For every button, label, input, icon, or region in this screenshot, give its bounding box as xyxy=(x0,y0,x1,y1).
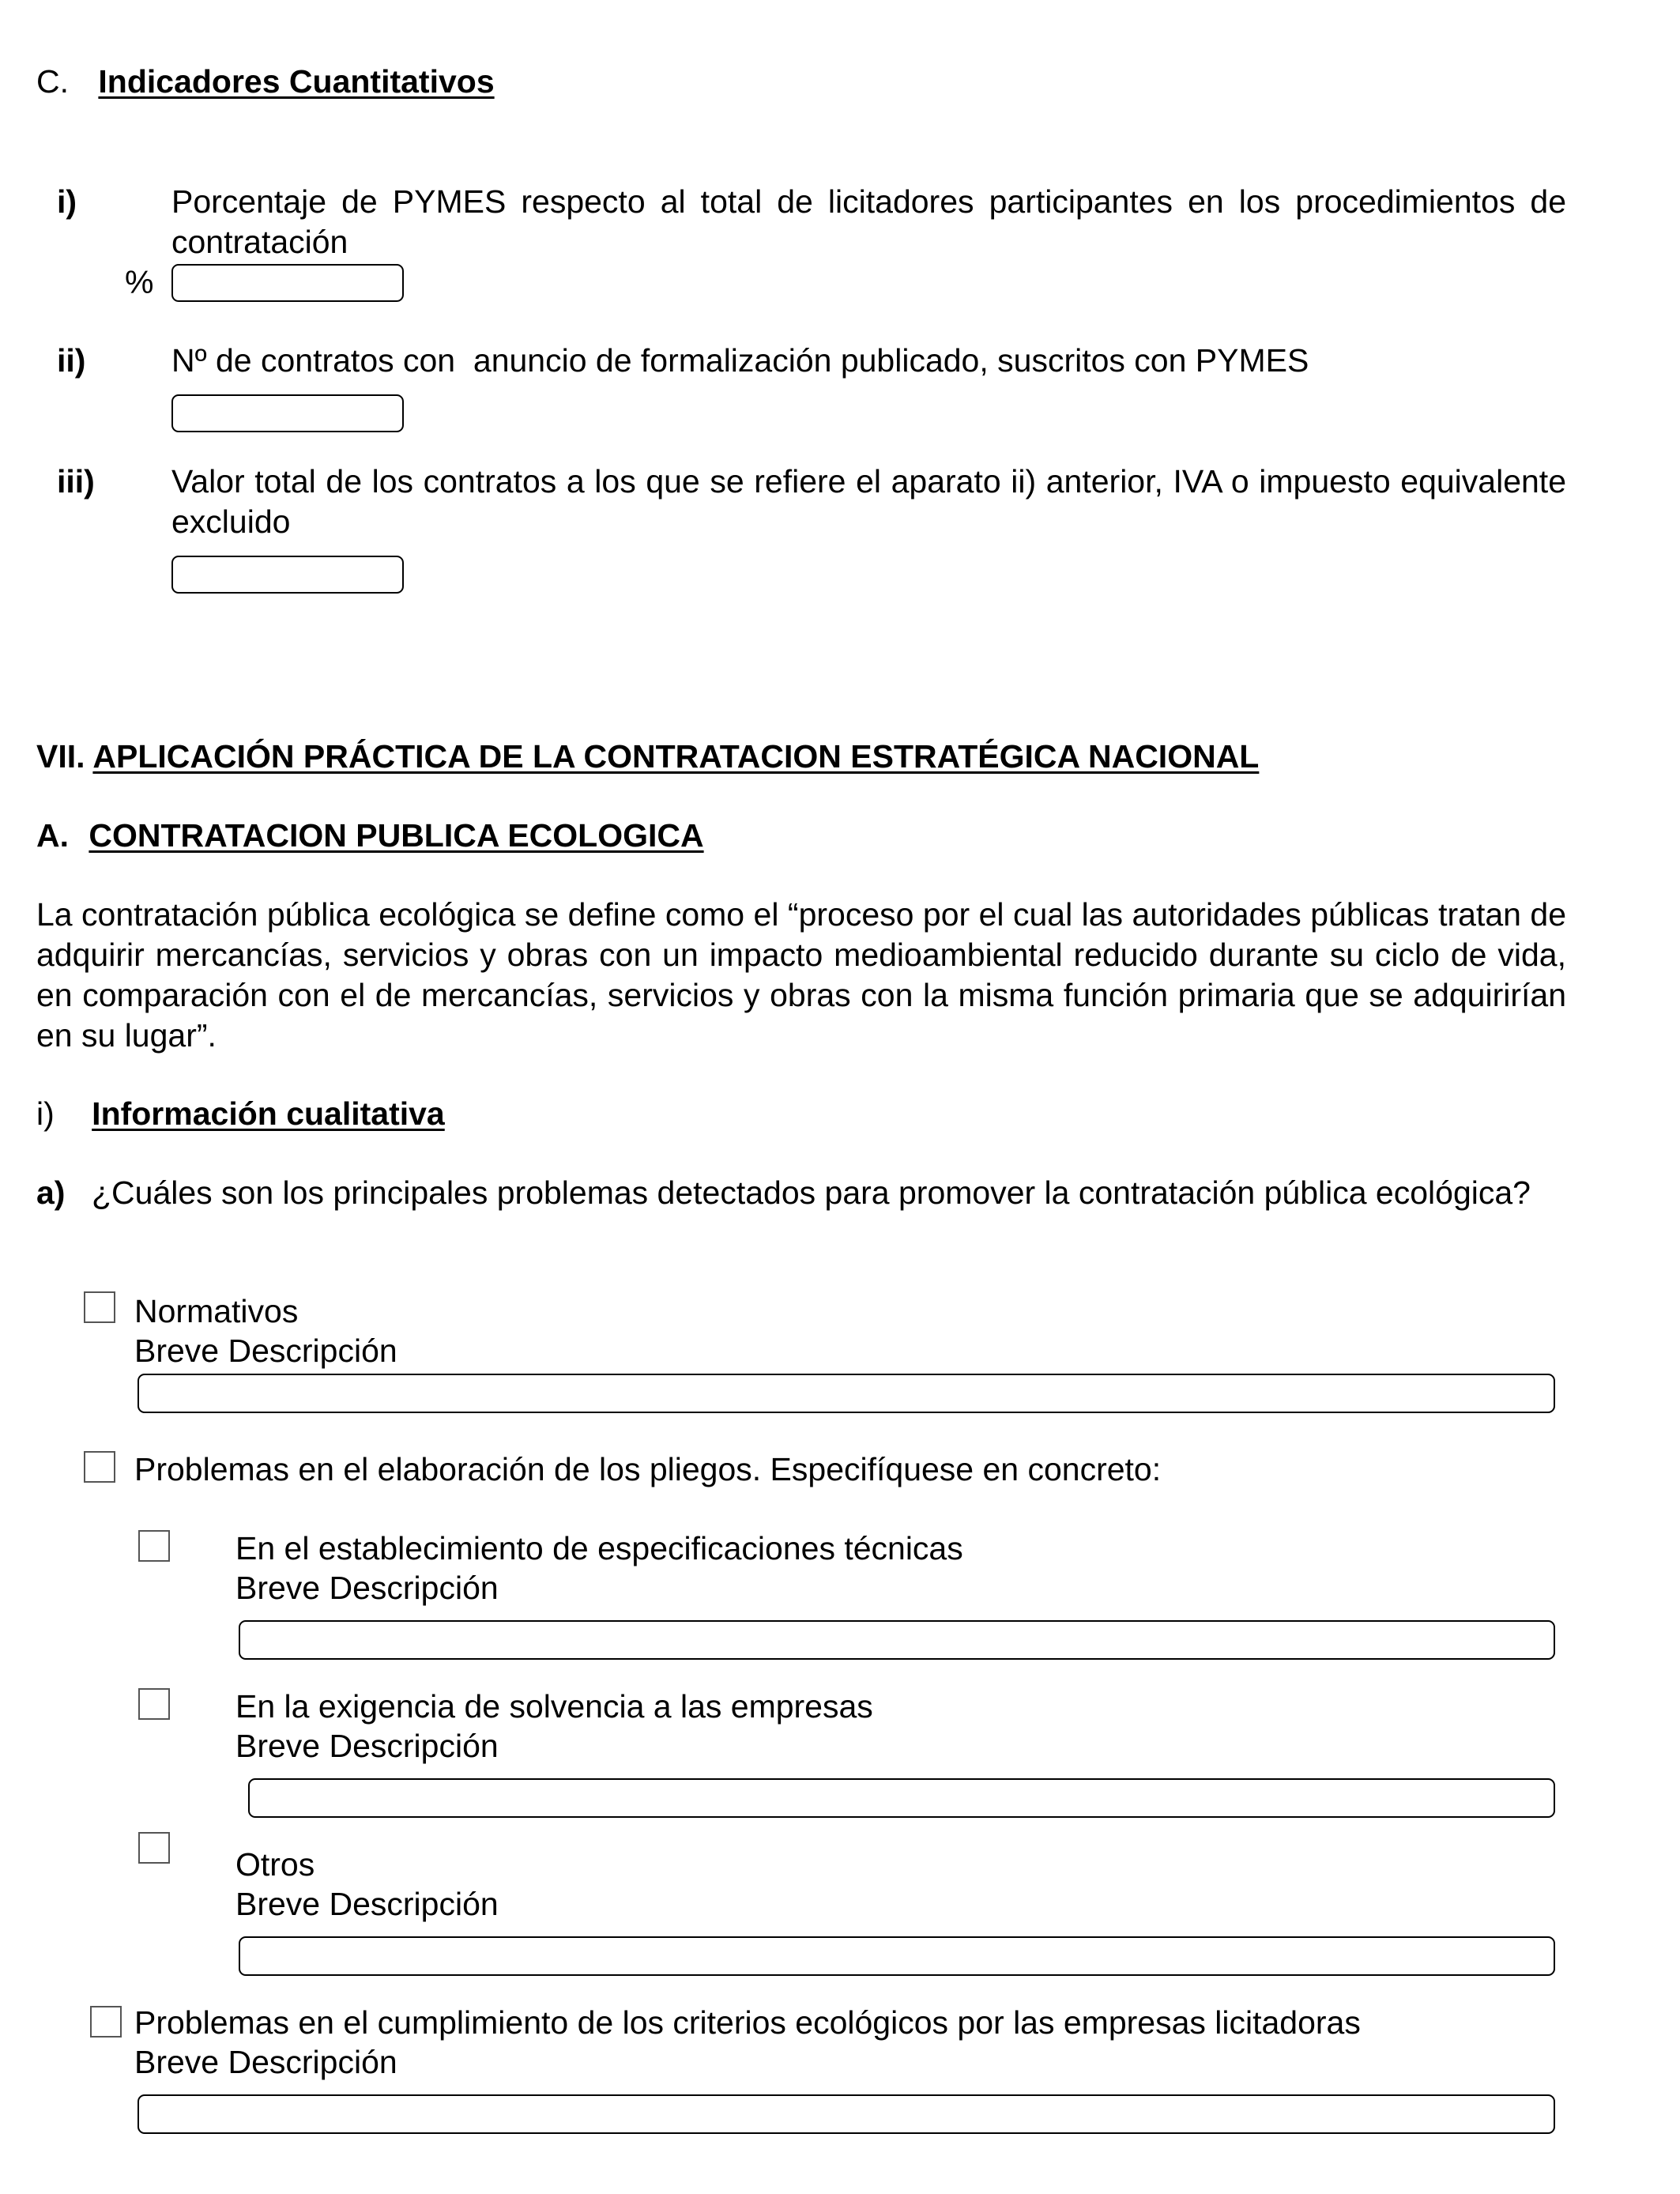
especificaciones-checkbox[interactable] xyxy=(138,1530,170,1562)
item-iii-text: Valor total de los contratos a los que se refiere el aparato ii) anterior, IVA o impuesto equivalente excluido xyxy=(171,463,1566,540)
section-vii-heading xyxy=(36,737,1259,777)
section-vii-number: VII. xyxy=(36,738,85,775)
contracts-value-input[interactable] xyxy=(171,556,404,594)
normativos-desc-label: Breve Descripción xyxy=(134,1333,397,1369)
especificaciones-desc-label: Breve Descripción xyxy=(235,1570,499,1606)
otros-checkbox[interactable] xyxy=(138,1832,170,1864)
normativos-label: Normativos xyxy=(134,1293,299,1329)
section-vii-title: APLICACIÓN PRÁCTICA DE LA CONTRATACION ESTRATÉGICA NACIONAL xyxy=(92,738,1260,775)
cumplimiento-checkbox[interactable] xyxy=(90,2006,122,2038)
solvencia-description-input[interactable] xyxy=(248,1778,1555,1818)
cumplimiento-description-input[interactable] xyxy=(137,2094,1555,2134)
section-c-heading xyxy=(36,62,495,102)
item-ii-text: Nº de contratos con anuncio de formalización publicado, suscritos con PYMES xyxy=(171,342,1309,379)
item-iii-number: iii) xyxy=(57,463,95,499)
section-a-letter: A. xyxy=(36,817,69,854)
info-heading xyxy=(36,1094,445,1134)
info-title: Información cualitativa xyxy=(92,1095,445,1132)
item-i-text: Porcentaje de PYMES respecto al total de licitadores participantes en los procedimientos de contratación xyxy=(171,183,1566,260)
section-a-heading xyxy=(36,816,704,856)
contracts-count-input[interactable] xyxy=(171,394,404,432)
solvencia-desc-label: Breve Descripción xyxy=(235,1728,499,1764)
item-i-number: i) xyxy=(57,183,77,220)
otros-desc-label: Breve Descripción xyxy=(235,1886,499,1922)
normativos-description-input[interactable] xyxy=(137,1374,1555,1413)
otros-label: Otros xyxy=(235,1846,315,1883)
section-c-letter: C. xyxy=(36,63,69,100)
pliegos-checkbox[interactable] xyxy=(84,1451,115,1483)
item-ii-number: ii) xyxy=(57,342,86,379)
question-a-letter: a) xyxy=(36,1174,66,1211)
solvencia-checkbox[interactable] xyxy=(138,1688,170,1720)
question-a-text: ¿Cuáles son los principales problemas detectados para promover la contratación pública ecológica? xyxy=(92,1174,1531,1211)
normativos-checkbox[interactable] xyxy=(84,1291,115,1323)
cumplimiento-desc-label: Breve Descripción xyxy=(134,2044,397,2080)
especificaciones-label: En el establecimiento de especificaciones técnicas xyxy=(235,1530,963,1566)
definition-paragraph: La contratación pública ecológica se define como el “proceso por el cual las autoridades públicas tratan de adquirir mercancías, servicios y obras con un impacto medioambiental reducido durante su ciclo de vida, en comparación con el de mercancías, servicios y obras con la misma función primaria que se adquirirían en su lugar”. xyxy=(36,896,1566,1054)
section-a-title: CONTRATACION PUBLICA ECOLOGICA xyxy=(89,817,704,854)
pliegos-label: Problemas en el elaboración de los pliegos. Especifíquese en concreto: xyxy=(134,1451,1162,1487)
pymes-percentage-input[interactable] xyxy=(171,264,404,302)
otros-description-input[interactable] xyxy=(239,1936,1555,1976)
especificaciones-description-input[interactable] xyxy=(239,1620,1555,1660)
percent-unit: % xyxy=(125,264,154,300)
cumplimiento-label: Problemas en el cumplimiento de los criterios ecológicos por las empresas licitadoras xyxy=(134,2004,1361,2041)
section-c-title: Indicadores Cuantitativos xyxy=(98,63,495,100)
info-number: i) xyxy=(36,1095,55,1132)
solvencia-label: En la exigencia de solvencia a las empresas xyxy=(235,1688,873,1725)
